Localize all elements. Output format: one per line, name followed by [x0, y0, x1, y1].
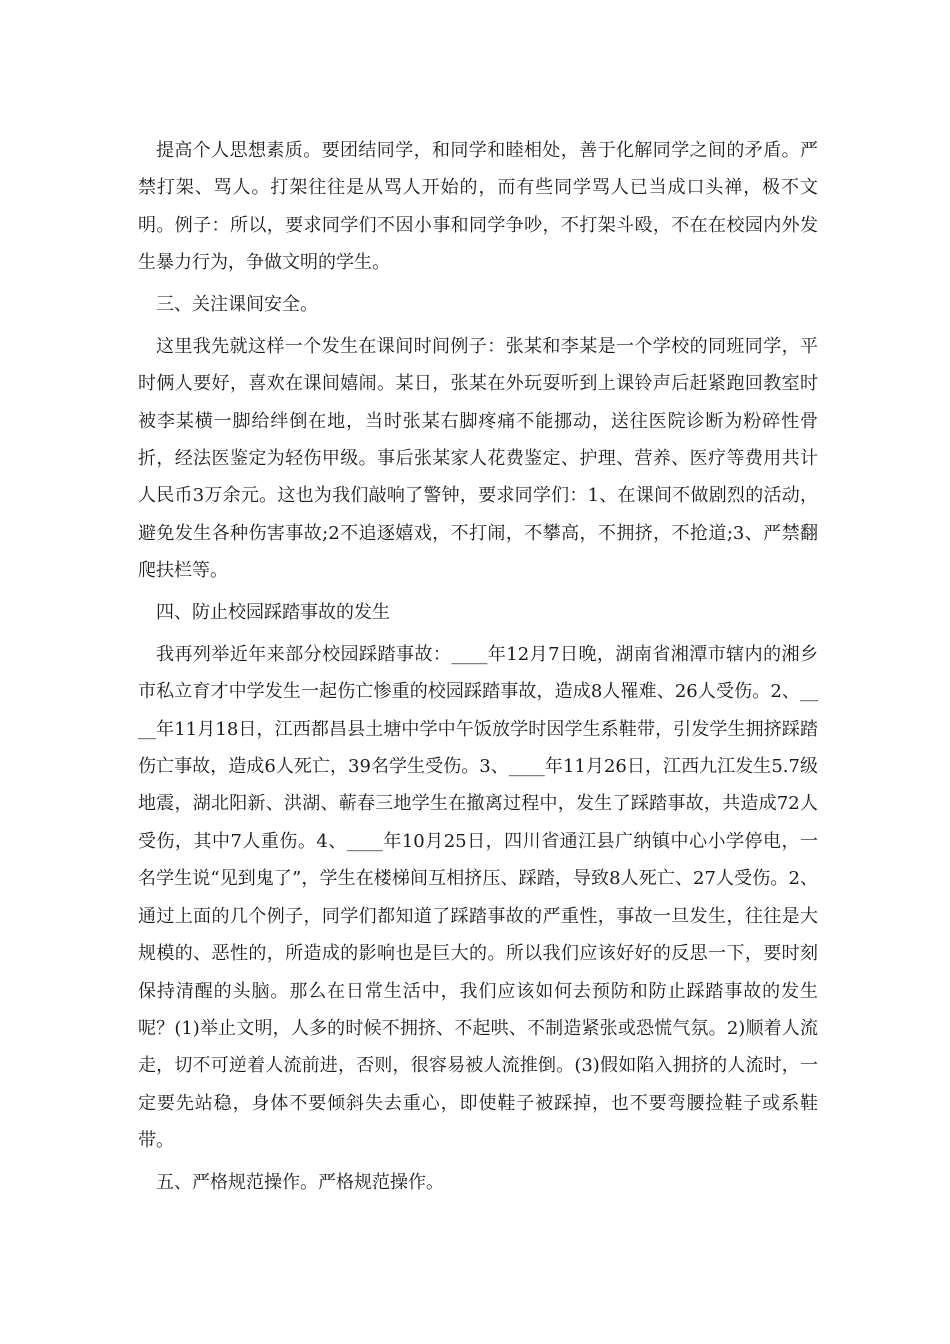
paragraph-stampede-cases: 我再列举近年来部分校园踩踏事故：____年12月7日晚，湖南省湘潭市辖内的湘乡市私立育才中学发生一起伤亡惨重的校园踩踏事故，造成8人罹难、26人受伤。2、____年11月18日，江西都昌县土塘中学中午饭放学时因学生系鞋带，引发学生拥挤踩踏伤亡事故，造成6人死亡，39名学生受伤。3、____年11月26日，江西九江发生5.7级地震，湖北阳新、洪湖、蕲春三地学生在撤离过程中，发生了踩踏事故，共造成72人受伤，其中7人重伤。4、____年10月25日，四川省通江县广纳镇中心小学停电，一名学生说“见到鬼了”，学生在楼梯间互相挤压、踩踏，导致8人死亡、27人受伤。2、通过上面的几个例子，同学们都知道了踩踏事故的严重性，事故一旦发生，往往是大规模的、恶性的，所造成的影响也是巨大的。所以我们应该好好的反思一下，要时刻保持清醒的头脑。那么在日常生活中，我们应该如何去预防和防止踩踏事故的发生呢？(1)举止文明，人多的时候不拥挤、不起哄、不制造紧张或恐慌气氛。2)顺着人流走，切不可逆着人流前进，否则，很容易被人流推倒。(3)假如陷入拥挤的人流时，一定要先站稳，身体不要倾斜失去重心，即使鞋子被踩掉，也不要弯腰捡鞋子或系鞋带。 — [138, 643, 818, 1152]
paragraph-personal-quality: 提高个人思想素质。要团结同学，和同学和睦相处，善于化解同学之间的矛盾。严禁打架、骂人。打架往往是从骂人开始的，而有些同学骂人已当成口头禅，极不文明。例子：所以，要求同学们不因小事和同学争吵，不打架斗殴，不在在校园内外发生暴力行为，争做文明的学生。 — [138, 140, 818, 274]
document-body — [138, 132, 818, 1206]
heading-standard-operation: 五、严格规范操作。严格规范操作。 — [156, 1171, 444, 1193]
heading-break-safety: 三、关注课间安全。 — [156, 294, 318, 316]
paragraph-break-example: 这里我先就这样一个发生在课间时间例子：张某和李某是一个学校的同班同学，平时俩人要好，喜欢在课间嬉闹。某日，张某在外玩耍听到上课铃声后赶紧跑回教室时被李某横一脚给绊倒在地，当时张某右脚疼痛不能挪动，送往医院诊断为粉碎性骨折，经法医鉴定为轻伤甲级。事后张某家人花费鉴定、护理、营养、医疗等费用共计人民币3万余元。这也为我们敲响了警钟，要求同学们：1、在课间不做剧烈的活动，避免发生各种伤害事故;2不追逐嬉戏，不打闹，不攀高，不拥挤，不抢道;3、严禁翻爬扶栏等。 — [138, 335, 818, 582]
heading-stampede-prevention: 四、防止校园踩踏事故的发生 — [156, 602, 390, 624]
